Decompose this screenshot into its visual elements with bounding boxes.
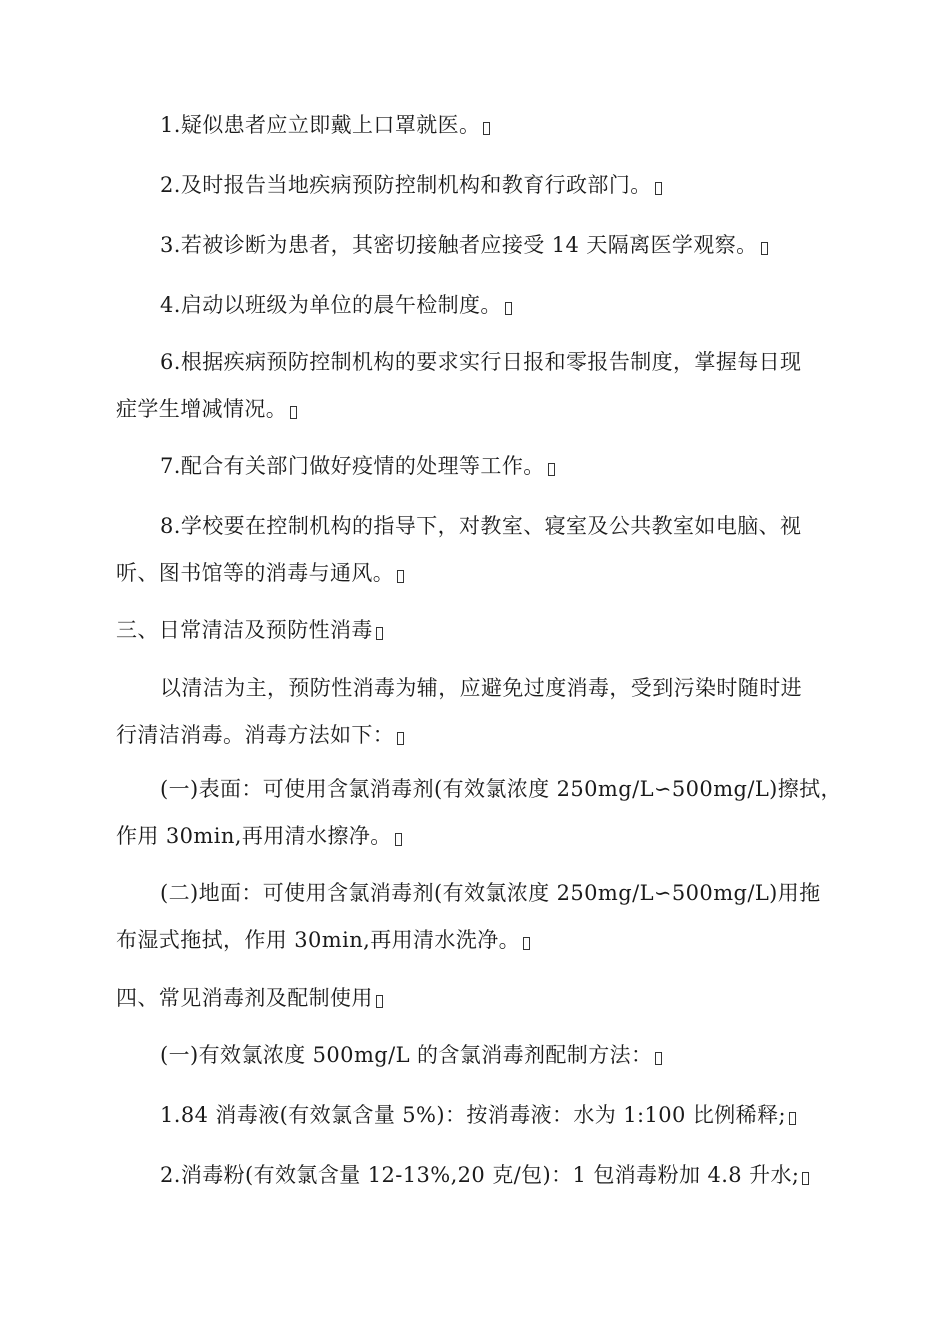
line-text: 3.若被诊断为患者，其密切接触者应接受 14 天隔离医学观察。: [160, 233, 758, 257]
text-line: [160, 511, 801, 541]
line-text: 7.配合有关部门做好疫情的处理等工作。: [160, 454, 545, 478]
paragraph-mark-icon: [395, 833, 402, 846]
line-text: 症学生增减情况。: [116, 397, 288, 421]
paragraph-mark-icon: [655, 1052, 662, 1065]
paragraph-mark-icon: [802, 1172, 809, 1185]
line-text: 四、常见消毒剂及配制使用: [116, 986, 373, 1010]
text-line: [160, 673, 802, 703]
line-text: 2.及时报告当地疾病预防控制机构和教育行政部门。: [160, 173, 652, 197]
text-line: [160, 1040, 662, 1070]
paragraph-mark-icon: [290, 406, 297, 419]
section-heading: [116, 615, 383, 645]
text-line: [116, 558, 404, 588]
text-line: [116, 720, 404, 750]
paragraph-mark-icon: [397, 732, 404, 745]
paragraph-mark-icon: [505, 302, 512, 315]
line-text: 2.消毒粉(有效氯含量 12-13%,20 克/包)：1 包消毒粉加 4.8 升水;: [160, 1163, 800, 1187]
paragraph-mark-icon: [376, 627, 383, 640]
paragraph-mark-icon: [789, 1112, 796, 1125]
paragraph-mark-icon: [548, 463, 555, 476]
text-line: [160, 347, 801, 377]
text-line: [160, 451, 555, 481]
line-text: (一)有效氯浓度 500mg/L 的含氯消毒剂配制方法：: [160, 1043, 653, 1067]
paragraph-mark-icon: [376, 995, 383, 1008]
text-line: [160, 1100, 796, 1130]
line-text: 1.84 消毒液(有效氯含量 5%)：按消毒液：水为 1:100 比例稀释;: [160, 1103, 786, 1127]
text-line: [116, 925, 530, 955]
text-line: [116, 394, 297, 424]
paragraph-mark-icon: [761, 242, 768, 255]
paragraph-mark-icon: [523, 937, 530, 950]
line-text: 8.学校要在控制机构的指导下，对教室、寝室及公共教室如电脑、视: [160, 514, 802, 538]
line-text: 布湿式拖拭，作用 30min,再用清水洗净。: [116, 928, 521, 952]
line-text: 以清洁为主，预防性消毒为辅，应避免过度消毒，受到污染时随时进: [160, 676, 802, 700]
paragraph-mark-icon: [397, 570, 404, 583]
text-line: [160, 290, 512, 320]
line-text: 4.启动以班级为单位的晨午检制度。: [160, 293, 502, 317]
text-line: [160, 878, 821, 908]
text-line: [116, 821, 402, 851]
paragraph-mark-icon: [483, 122, 490, 135]
text-line: [160, 110, 490, 140]
line-text: 作用 30min,再用清水擦净。: [116, 824, 392, 848]
text-line: [160, 1160, 809, 1190]
line-text: 三、日常清洁及预防性消毒: [116, 618, 373, 642]
section-heading: [116, 983, 383, 1013]
line-text: 6.根据疾病预防控制机构的要求实行日报和零报告制度，掌握每日现: [160, 350, 802, 374]
line-text: 行清洁消毒。消毒方法如下：: [116, 723, 395, 747]
line-text: 1.疑似患者应立即戴上口罩就医。: [160, 113, 481, 137]
paragraph-mark-icon: [655, 182, 662, 195]
text-line: [160, 774, 842, 804]
line-text: (一)表面：可使用含氯消毒剂(有效氯浓度 250mg/L∽500mg/L)擦拭，: [160, 777, 842, 801]
line-text: (二)地面：可使用含氯消毒剂(有效氯浓度 250mg/L∽500mg/L)用拖: [160, 881, 821, 905]
line-text: 听、图书馆等的消毒与通风。: [116, 561, 395, 585]
text-line: [160, 230, 768, 260]
text-line: [160, 170, 662, 200]
